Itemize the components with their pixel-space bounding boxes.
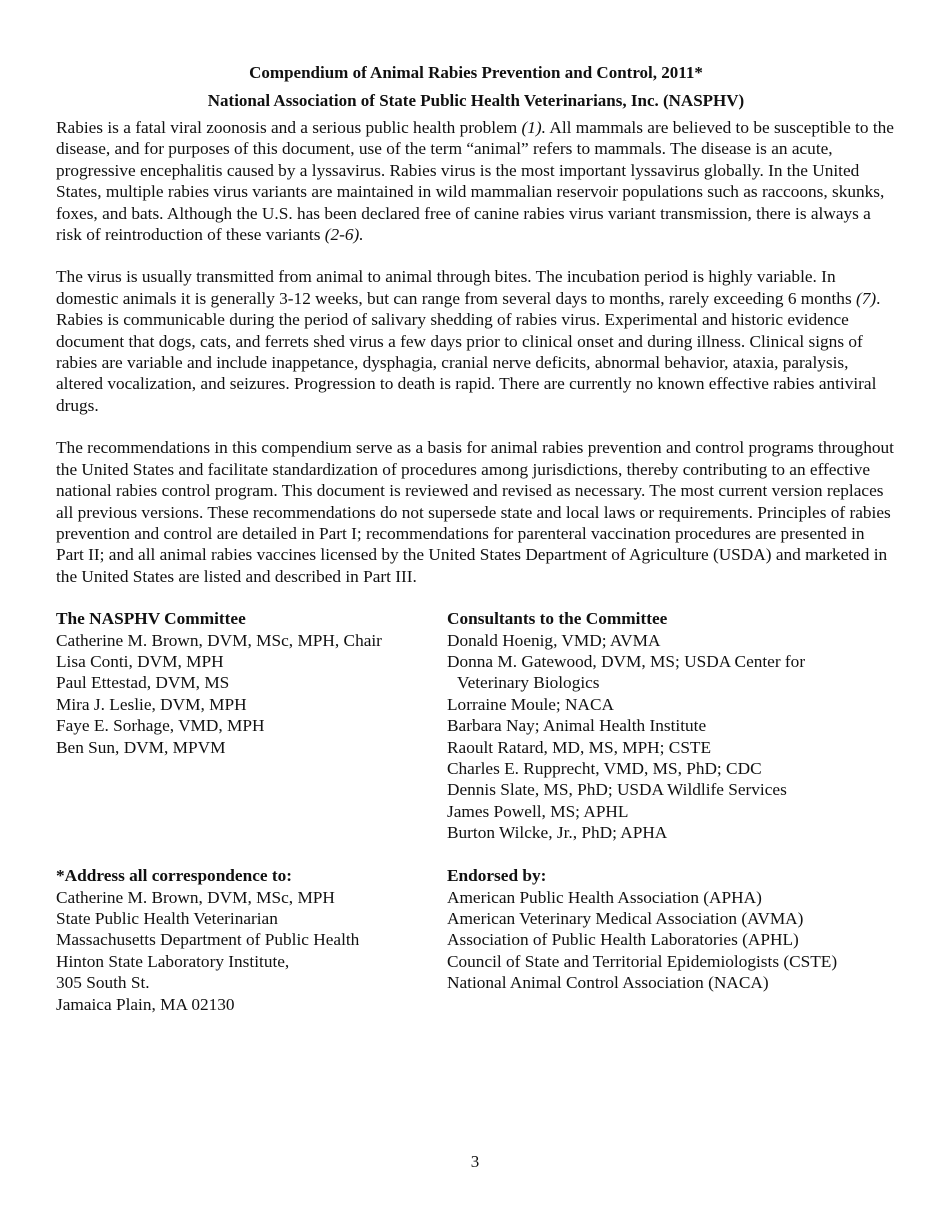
recommendations-paragraph: The recommendations in this compendium serve as a basis for animal rabies prevention and control programs throughout the United States and facilitate standardization of procedures among jurisdictions, thereby contributing to an effective national rabies control program. This document is reviewed and revised as necessary. The most current version replaces all previous versions. These recommendations do not supersede state and local laws or requirements. Principles of rabies prevention and control are detailed in Part I; recommendations for parenteral vaccination procedures are presented in Part II; and all animal rabies vaccines licensed by the United States Department of Agriculture (USDA) and marketed in the United States are listed and described in Part III.	[56, 438, 894, 586]
endorsing-organization: Council of State and Territorial Epidemiologists (CSTE)	[447, 951, 838, 971]
consultant-entry: Donald Hoenig, VMD; AVMA	[447, 630, 661, 650]
intro-paragraph	[56, 117, 896, 245]
consultant-entry: Barbara Nay; Animal Health Institute	[447, 716, 707, 736]
paragraph-text: The virus is usually transmitted from animal to animal through bites. The incubation period is highly variable. In domestic animals it is generally 3-12 weeks, but can range from several days to months, rarely exceeding 6 months	[56, 267, 856, 308]
citation-ref: (7)	[856, 288, 877, 308]
consultants-heading: Consultants to the Committee	[447, 609, 668, 629]
paragraph-text: Rabies is a fatal viral zoonosis and a serious public health problem	[56, 118, 522, 137]
committee-heading: The NASPHV Committee	[56, 609, 246, 629]
endorsements	[447, 865, 897, 993]
correspondence-heading: *Address all correspondence to:	[56, 866, 293, 886]
committee-list	[56, 608, 446, 758]
endorsing-organization: American Public Health Association (APHA)	[447, 887, 762, 907]
consultant-entry: Burton Wilcke, Jr., PhD; APHA	[447, 823, 668, 843]
citation-ref: (2-6).	[324, 225, 364, 245]
transmission-paragraph	[56, 266, 896, 416]
consultant-entry: Donna M. Gatewood, DVM, MS; USDA Center for	[447, 651, 806, 671]
committee-section	[56, 608, 896, 1038]
committee-member: Mira J. Leslie, DVM, MPH	[56, 694, 247, 714]
organization-title: National Association of State Public Health Veterinarians, Inc. (NASPHV)	[207, 91, 745, 110]
consultant-entry: Raoult Ratard, MD, MS, MPH; CSTE	[447, 737, 712, 757]
committee-member: Catherine M. Brown, DVM, MSc, MPH, Chair	[56, 630, 382, 650]
committee-member: Paul Ettestad, DVM, MS	[56, 673, 230, 693]
citation-ref: (1).	[521, 118, 546, 137]
committee-member: Faye E. Sorhage, VMD, MPH	[56, 716, 265, 736]
address-line: Massachusetts Department of Public Health	[56, 930, 360, 950]
paragraph-text: All mammals are believed to be susceptible to the disease, and for purposes of this document, use of the term “animal” refers to mammals. The disease is an acute, progressive encephalitis caused by a lyssavirus. Rabies virus is the most important lyssavirus globally. In the United States, multiple rabies virus variants are maintained in wild mammalian reservoir populations such as raccoons, skunks, foxes, and bats. Although the U.S. has been declared free of canine rabies virus variant transmission, there is always a risk of reintroduction of these variants	[56, 118, 894, 245]
consultant-entry-continuation: Veterinary Biologics	[457, 673, 600, 693]
endorsing-organization: National Animal Control Association (NACA)	[447, 973, 769, 993]
address-line: Hinton State Laboratory Institute,	[56, 951, 290, 971]
committee-member: Lisa Conti, DVM, MPH	[56, 651, 224, 671]
consultant-entry: Charles E. Rupprecht, VMD, MS, PhD; CDC	[447, 758, 762, 778]
consultants-list	[447, 608, 897, 843]
document-title: Compendium of Animal Rabies Prevention and Control, 2011*	[249, 63, 703, 82]
endorsing-organization: American Veterinary Medical Association (AVMA)	[447, 908, 804, 928]
document-page	[56, 62, 896, 1038]
consultant-entry: Lorraine Moule; NACA	[447, 694, 615, 714]
endorsing-organization: Association of Public Health Laboratories (APHL)	[447, 930, 799, 950]
committee-member: Ben Sun, DVM, MPVM	[56, 737, 226, 757]
paragraph-text: . Rabies is communicable during the period of salivary shedding of rabies virus. Experimental and historic evidence document that dogs, cats, and ferrets shed virus a few days prior to clinical onset and during illness. Clinical signs of rabies are variable and include inappetance, dysphagia, cranial nerve deficits, abnormal behavior, ataxia, paralysis, altered vocalization, and seizures. Progression to death is rapid. There are currently no known effective rabies antiviral drugs.	[56, 288, 881, 415]
endorsed-heading: Endorsed by:	[447, 866, 547, 886]
consultant-entry: Dennis Slate, MS, PhD; USDA Wildlife Services	[447, 780, 787, 800]
address-line: State Public Health Veterinarian	[56, 908, 278, 928]
address-line: Catherine M. Brown, DVM, MSc, MPH	[56, 887, 335, 907]
address-line: 305 South St.	[56, 973, 150, 993]
address-line: Jamaica Plain, MA 02130	[56, 994, 235, 1014]
correspondence-address	[56, 865, 446, 1015]
consultant-entry: James Powell, MS; APHL	[447, 801, 629, 821]
page-number: 3	[470, 1152, 480, 1171]
